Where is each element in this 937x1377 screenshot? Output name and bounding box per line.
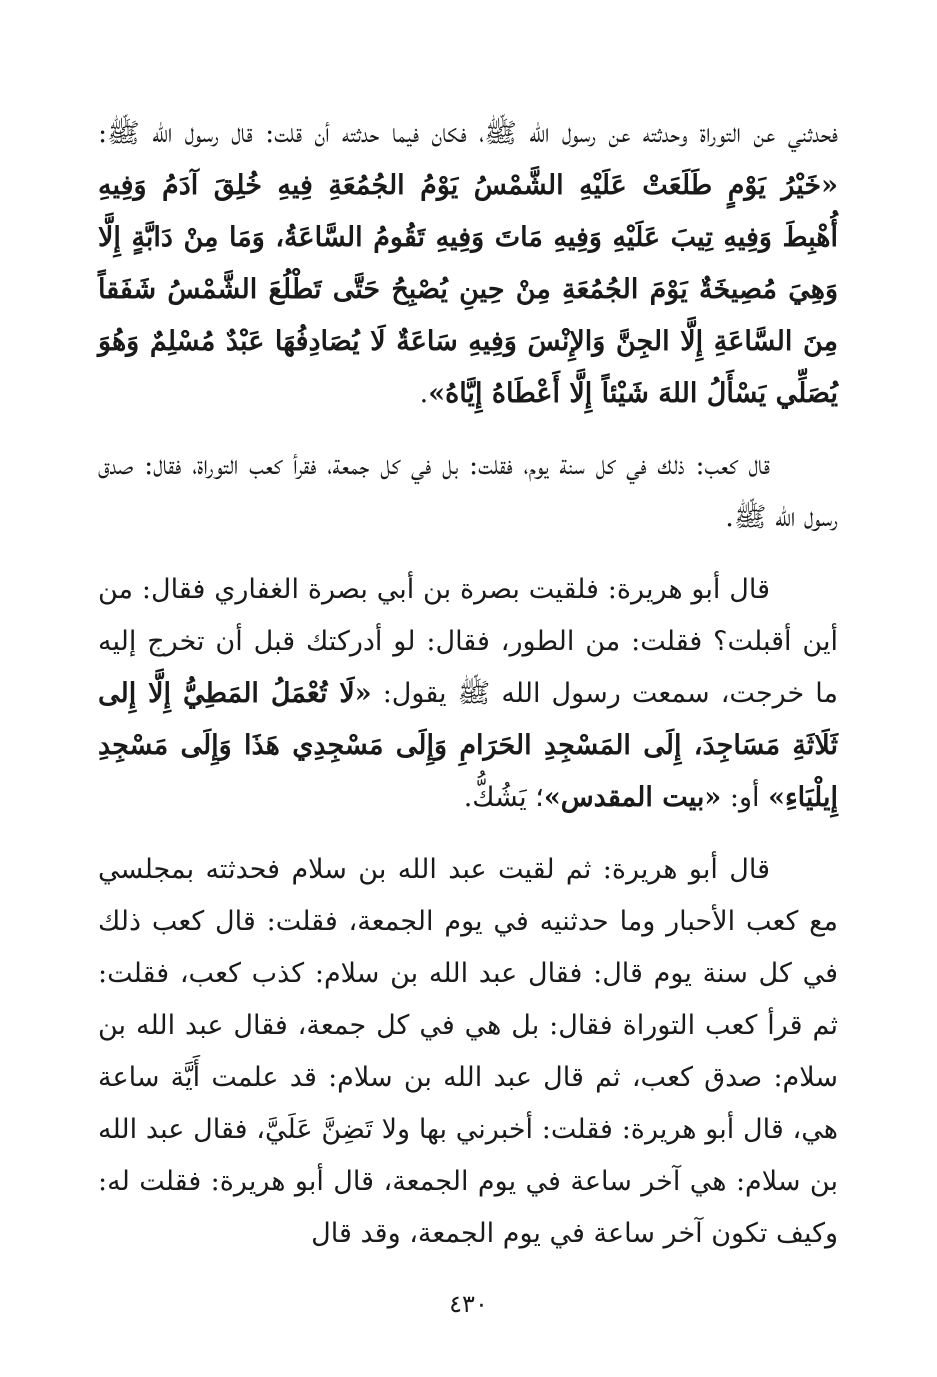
paragraph-gap — [98, 824, 838, 844]
paragraph-3 — [98, 564, 838, 824]
paragraph-4 — [98, 844, 838, 1260]
narration-text: قال كعب: ذلك في كل سنة يوم، فقلت: بل في كل جمعة، فقرأ كعب التوراة، فقال: صدق رسول الله ﷺ. — [98, 450, 838, 533]
narration-text: فحدثني عن التوراة وحدثته عن رسول الله ﷺ، فكان فيما حدثته أن قلت: قال رسول الله ﷺ: — [98, 118, 838, 149]
paragraph-gap — [98, 544, 838, 564]
page-body — [98, 108, 838, 1260]
hadith-text: «بيت المقدس» — [543, 782, 722, 813]
narration-text: قال أبو هريرة: ثم لقيت عبد الله بن سلام فحدثته بمجلسي مع كعب الأحبار وما حدثنيه في يوم الجمعة، فقلت: قال كعب ذلك في كل سنة يوم قال: فقال عبد الله بن سلام: كذب كعب، فقلت: ثم قرأ كعب التوراة فقال: بل هي في كل جمعة، فقال عبد الله بن سلام: صدق كعب، ثم قال عبد الله بن سلام: قد علمت أَيَّة ساعة هي، قال أبو هريرة: فقلت: أخبرني بها ولا تَضِنَّ عَلَيَّ، فقال عبد الله بن سلام: هي آخر ساعة في يوم الجمعة، قال أبو هريرة: فقلت له: وكيف تكون آخر ساعة في يوم الجمعة، وقد قال — [98, 854, 838, 1249]
paragraph-2 — [98, 440, 838, 544]
paragraph-1 — [98, 108, 838, 420]
hadith-text: «خَيْرُ يَوْمٍ طَلَعَتْ عَلَيْهِ الشَّمْسُ يَوْمُ الجُمُعَةِ فِيهِ خُلِقَ آدَمُ وَفِيهِ أُهْبِطَ وَفِيهِ تِيبَ عَلَيْهِ وَفِيهِ مَاتَ وَفِيهِ تَقُومُ السَّاعَةُ، وَمَا مِنْ دَابَّةٍ إِلَّا وَهِيَ مُصِيخَةٌ يَوْمَ الجُمُعَةِ مِنْ حِينِ يُصْبِحُ حَتَّى تَطْلُعَ الشَّمْسُ شَفَقاً مِنَ السَّاعَةِ إِلَّا الجِنَّ وَالإِنْسَ وَفِيهِ سَاعَةٌ لَا يُصَادِفُهَا عَبْدٌ مُسْلِمٌ وَهُوَ يُصَلِّي يَسْأَلُ اللهَ شَيْئاً إِلَّا أَعْطَاهُ إِيَّاهُ» — [98, 170, 838, 409]
punctuation: . — [419, 378, 429, 409]
page-number: ٤٣٠ — [449, 1290, 488, 1318]
narration-text: أو: — [721, 782, 769, 813]
narration-text: قال أبو هريرة: فلقيت بصرة بن أبي بصرة الغفاري فقال: من أين أقبلت؟ فقلت: من الطور، فقال: لو أدركتك قبل أن تخرج إليه ما خرجت، سمعت رسول الله ﷺ يقول: — [98, 574, 838, 709]
hadith-text: «لَا تُعْمَلُ المَطِيُّ إِلَّا إِلى ثَلَاثَةِ مَسَاجِدَ، إِلَى المَسْجِدِ الحَرَامِ وَإِلَى مَسْجِدِي هَذَا وَإِلَى مَسْجِدِ إِيلْيَاءِ» — [98, 678, 838, 813]
narration-text: ؛ يَشُكُّ. — [463, 782, 544, 813]
paragraph-gap — [98, 420, 838, 440]
